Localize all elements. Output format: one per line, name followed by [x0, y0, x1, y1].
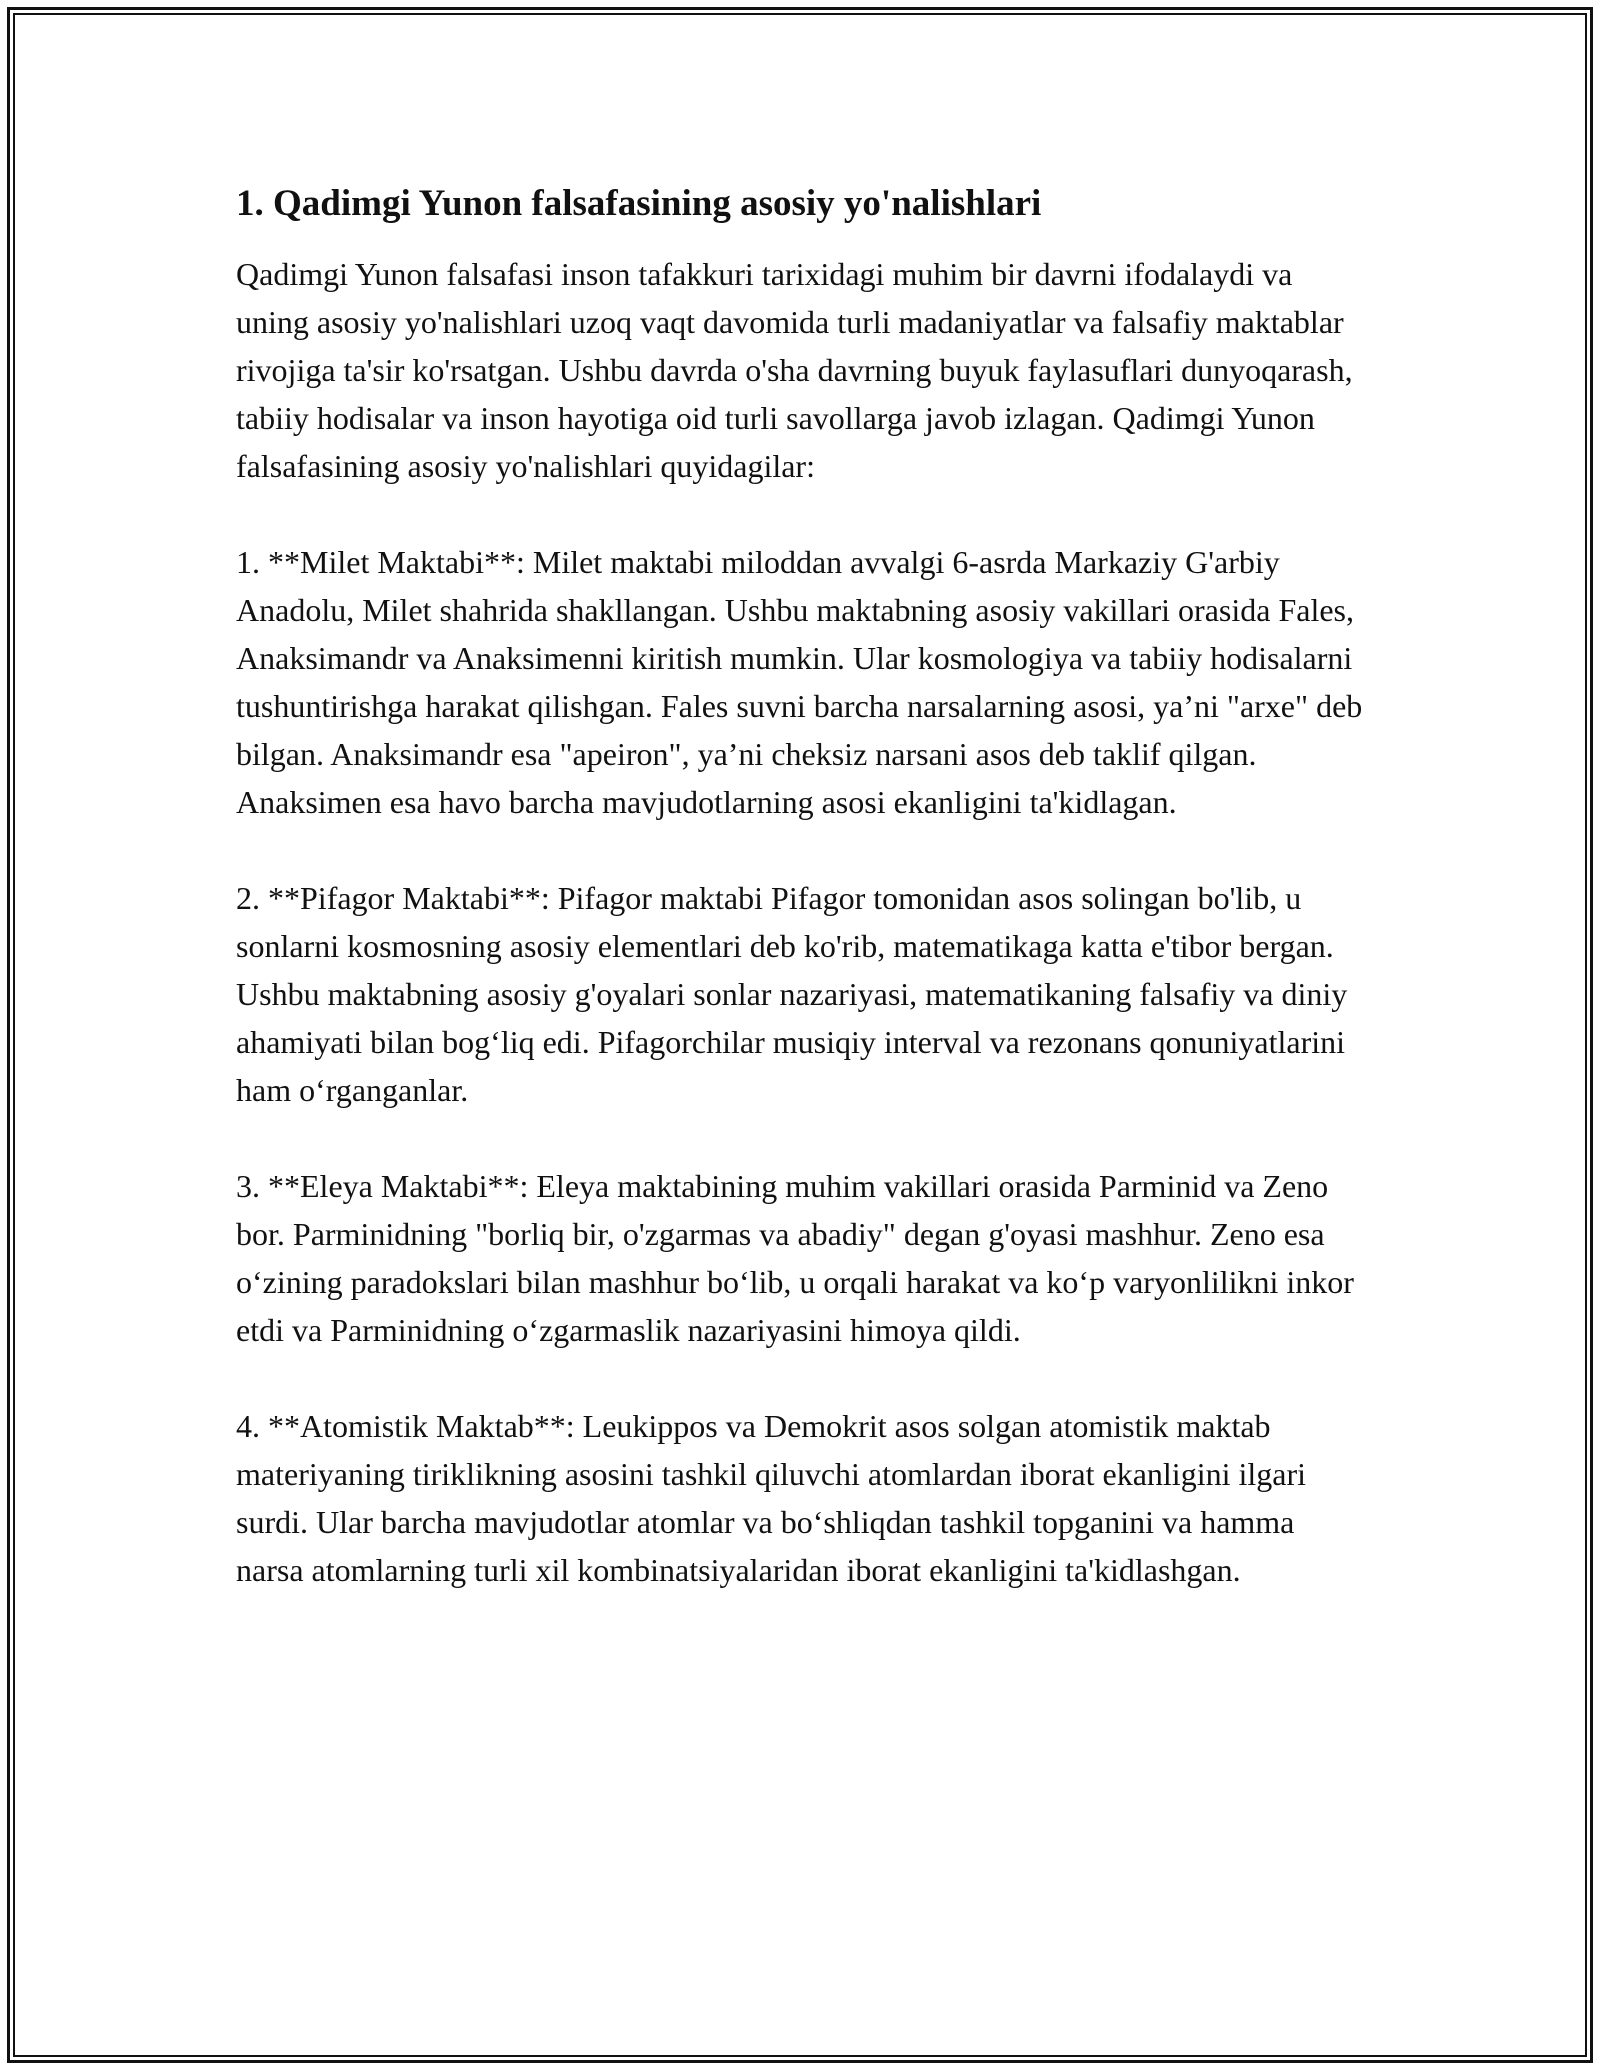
eleatic-school-paragraph: 3. **Eleya Maktabi**: Eleya maktabining muhim vakillari orasida Parminid va Zeno bor. Parminidning "borliq bir, o'zgarmas va abadiy" degan g'oyasi mashhur. Zeno esa o‘zining paradokslari bilan mashhur bo‘lib, u orqali harakat va ko‘p varyonlilikni inkor etdi va Parminidning o‘zgarmaslik nazariyasini himoya qildi. [236, 1168, 1354, 1348]
section-heading: 1. Qadimgi Yunon falsafasining asosiy yo'nalishlari [236, 183, 1042, 224]
milet-school-paragraph: 1. **Milet Maktabi**: Milet maktabi miloddan avvalgi 6-asrda Markaziy G'arbiy Anadolu, Milet shahrida shakllangan. Ushbu maktabning asosiy vakillari orasida Fales, Anaksimandr va Anaksimenni kiritish mumkin. Ular kosmologiya va tabiiy hodisalarni tushuntirishga harakat qilishgan. Fales suvni barcha narsalarning asosi, ya’ni "arxe" deb bilgan. Anaksimandr esa "apeiron", ya’ni cheksiz narsani asos deb taklif qilgan. Anaksimen esa havo barcha mavjudotlarning asosi ekanligini ta'kidlagan. [236, 544, 1363, 820]
intro-paragraph: Qadimgi Yunon falsafasi inson tafakkuri tarixidagi muhim bir davrni ifodalaydi va uning asosiy yo'nalishlari uzoq vaqt davomida turli madaniyatlar va falsafiy maktablar rivojiga ta'sir ko'rsatgan. Ushbu davrda o'sha davrning buyuk faylasuflari dunyoqarash, tabiiy hodisalar va inson hayotiga oid turli savollarga javob izlagan. Qadimgi Yunon falsafasining asosiy yo'nalishlari quyidagilar: [236, 256, 1353, 484]
pythagoras-school-paragraph: 2. **Pifagor Maktabi**: Pifagor maktabi Pifagor tomonidan asos solingan bo'lib, u sonlarni kosmosning asosiy elementlari deb ko'rib, matematikaga katta e'tibor bergan. Ushbu maktabning asosiy g'oyalari sonlar nazariyasi, matematikaning falsafiy va diniy ahamiyati bilan bog‘liq edi. Pifagorchilar musiqiy interval va rezonans qonuniyatlarini ham o‘rganganlar. [236, 880, 1348, 1108]
atomist-school-paragraph: 4. **Atomistik Maktab**: Leukippos va Demokrit asos solgan atomistik maktab materiyaning tiriklikning asosini tashkil qiluvchi atomlardan iborat ekanligini ilgari surdi. Ular barcha mavjudotlar atomlar va bo‘shliqdan tashkil topganini va hamma narsa atomlarning turli xil kombinatsiyalaridan iborat ekanligini ta'kidlashgan. [236, 1408, 1306, 1588]
document-body [236, 180, 1366, 1594]
